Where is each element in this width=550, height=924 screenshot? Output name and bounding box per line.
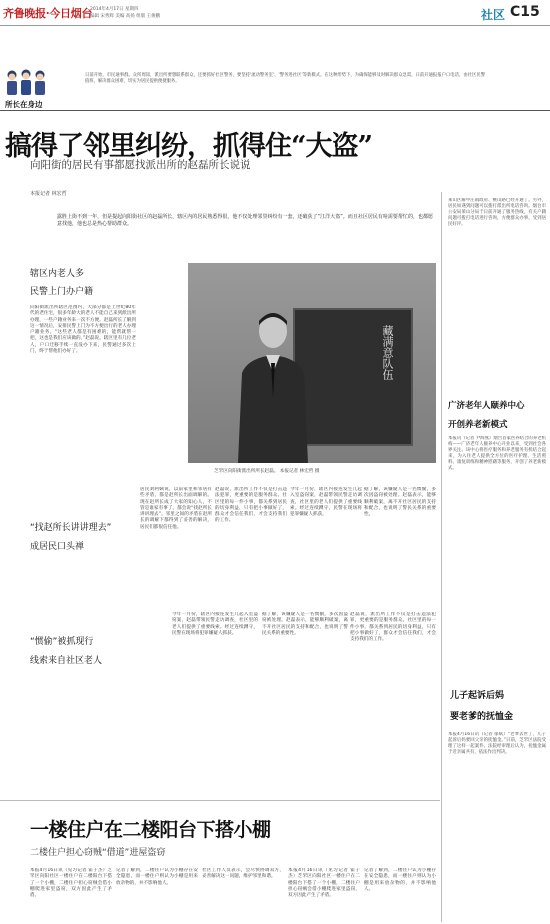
masthead-staff: 编辑 宋秀辉 美编 高扬 组版 王俊鹏 — [90, 14, 161, 19]
sidebar-story-2-title — [450, 688, 550, 722]
bottom-column-5: 记者了解到，二楼住户认为小棚存在安全隐患，而一楼住户则认为小棚是用来放杂物的，并不影响他人。 — [364, 868, 436, 892]
bottom-column-1: 本报4月16日讯（见习记者 霍子杰）芝罘区向阳社区一楼住户在二楼阳台下搭了一个小棚，二楼住户担心窃贼会借小棚爬进家里盗窃，双方因此产生了矛盾。 — [30, 868, 112, 899]
column-intro: 日前开始，市民通事群。众所周知，派出所要想联系群众，还要抓好社区警务，要坚持'流动警务室'、'警务进社区'等新模式。在这种形势下，为确保能够及时解决群众急需，日前开通报报户口电话，由社区民警值班，解决群众困难，切实为居民提供便捷服务。 — [85, 73, 485, 84]
bottom-column-4: 本报4月16日讯（见习记者 霍子杰）芝罘区向阳社区一楼住户在二楼阳台下搭了一个小棚，二楼住户担心窃贼会借小棚爬进家里盗窃，双方因此产生了矛盾。 — [288, 868, 360, 899]
bottom-rule — [0, 800, 440, 801]
section-1-title — [30, 266, 130, 297]
bottom-story-title: 一楼住户在二楼阳台下搭小棚 — [30, 819, 271, 841]
sidebar-story-1-title — [448, 399, 548, 430]
section-3-title-line-1: “惯偷”被抓现行 — [30, 637, 94, 647]
page-title: 搞得了邻里纠纷，抓得住“大盗” — [5, 131, 373, 162]
section-1-text: 向阳街派出所辖区范围内，大部分都是上世纪80年代的老住宅，很多年龄大的老人不能自己来到派出所办理，一些户籍业务来一次不方便。赵磊所长了解到这一情况后，安排民警上门为不方便出行的老人办理户籍业务。“这些老人都是有困难的，能帮就帮一把，这也是我们应该做的。”赵磊说。辖区里有几位老人，户口迁移手续一直没办下来，民警通过多次上门，终于帮他们办好了。 — [30, 305, 136, 355]
body-column-3: 今年一月份，辖区内接连发生几起入室盗窃案，赵磊带领民警走访调查，社区里的老人们提供了重要线索。经过连续蹲守，民警在现场将犯罪嫌疑人抓获。 — [290, 487, 362, 518]
body-column-4: 据了解，该嫌疑人是一名惯偷，多次因盗窃被处理。赵磊表示，能够顺利破案，离不开社区居民的支持和配合，也说明了警民关系的重要性。 — [364, 487, 436, 518]
section-label: 社区 — [481, 8, 506, 22]
bottom-column-3: 社区工作人员表示，会尽快协调双方，妥善解决这一问题，维护邻里和谐。 — [202, 868, 284, 880]
bottom-story-subtitle: 二楼住户担心窃贼“借道”进屋盗窃 — [30, 848, 166, 858]
police-illustration — [2, 68, 50, 98]
masthead — [0, 0, 550, 30]
officer-figure — [228, 303, 318, 463]
body-column-5: 今年一月份，辖区内接连发生几起入室盗窃案，赵磊带领民警走访调查，社区里的老人们提供了重要线索。经过连续蹲守，民警在现场将犯罪嫌疑人抓获。 — [172, 612, 258, 636]
officer-photo — [188, 263, 436, 463]
byline: 本报记者 林宏哲 — [30, 191, 67, 197]
sidebar-story-1-title-line-2: 开创养老新模式 — [448, 420, 508, 430]
sidebar-story-2-title-line-2: 要老爹的抚恤金 — [450, 712, 514, 722]
photo-caption: 芝罘区向阳街派出所所长赵磊。 本报记者 林宏哲 摄 — [214, 469, 320, 474]
sidebar-top-text: 莱山区解甲庄镇政府、桃山路已经开通了。另外，居民如遇到问题可以拨打派出所电话咨询。烟台市公安局莱山分局于日前开通了服务热线，有关户籍问题可拨打电话进行咨询，方便群众办事，受到居民好评。 — [448, 198, 546, 227]
sidebar-story-2-title-line-1: 儿子起诉后妈 — [450, 691, 505, 701]
sidebar-divider — [441, 192, 442, 922]
page-number: C15 — [510, 4, 540, 20]
body-column-2: 赵磊说，派出所工作不仅是打击违法犯罪，更重要的是服务群众。社区里的每一件小事，都关系到居民的切身利益，只有把小事做好了，群众才会信任我们，才会支持我们的工作。 — [215, 487, 287, 524]
masthead-date: 2014年4月17日 星期四 — [90, 7, 139, 12]
sidebar-story-1-text: 本报讯（记者 尹海燕）烟台首家医养结合的养老机构——广济老年人颐养中心开业以来，受到社会各界关注。该中心将医疗服务和养老服务有机结合起来，为入住老人提供全方位的医疗护理、生活照料、康复训练和精神慰藉等服务，开创了养老新模式。 — [448, 436, 546, 471]
bottom-column-2: 记者了解到，二楼住户认为小棚存在安全隐患，而一楼住户则认为小棚是用来放杂物的，并不影响他人。 — [116, 868, 198, 886]
banner-rule — [0, 110, 550, 111]
plaque-text-right: 藏满意队伍 — [381, 325, 394, 380]
section-3-title — [30, 634, 140, 666]
sidebar-story-2-text: 本报4月16日讯（记者 郁斌）“老爹去世了，儿子起诉后妈要回父亲的抚恤金。”日前，芝罘区法院受理了这样一起案件。法院经审理后认为，抚恤金属于近亲属共有，依法作出判决。 — [448, 732, 546, 755]
masthead-rule — [0, 25, 550, 26]
body-column-7: 赵磊说，派出所工作不仅是打击违法犯罪，更重要的是服务群众。社区里的每一件小事，都关系到居民的切身利益，只有把小事做好了，群众才会信任我们，才会支持我们的工作。 — [350, 612, 436, 643]
page-subtitle: 向阳街的居民有事都愿找派出所的赵磊所长说说 — [30, 159, 251, 171]
lead-paragraph: 露胜上街不到一年，但是提起向阳街社区的赵磊所长，辖区内的居民熟悉得很，他不仅处理邻里纠纷有一套，还破获了“江洋大盗”。而且社区居民有啥需要帮忙的，也都愿意找他，他也总是热心帮助群众。 — [57, 214, 433, 228]
body-column-6: 据了解，该嫌疑人是一名惯偷，多次因盗窃被处理。赵磊表示，能够顺利破案，离不开社区居民的支持和配合，也说明了警民关系的重要性。 — [262, 612, 348, 636]
body-column-1: 居民刘阿姨说，以前家里和邻居有些矛盾，都是赵所长出面调解的。现在赵所长成了大家的知心人，不管是谁家有事了，都会说“找赵所长讲讲理去”。邻里之间的矛盾在赵所长的调解下都得到了妥善的解决，居民们都很信任他。 — [140, 487, 212, 530]
masthead-logo: 齐鲁晚报·今日烟台 — [3, 7, 93, 20]
section-1-title-line-2: 民警上门办户籍 — [30, 287, 94, 297]
section-3-title-line-2: 线索来自社区老人 — [30, 656, 103, 666]
sidebar-story-1-title-line-1: 广济老年人颐养中心 — [448, 401, 525, 411]
section-1-title-line-1: 辖区内老人多 — [30, 269, 85, 279]
section-2-title-line-2: 成居民口头禅 — [30, 542, 85, 552]
column-banner — [0, 68, 550, 114]
section-2-title-line-1: “找赵所长讲讲理去” — [30, 523, 112, 533]
column-label: 所长在身边 — [5, 100, 43, 109]
